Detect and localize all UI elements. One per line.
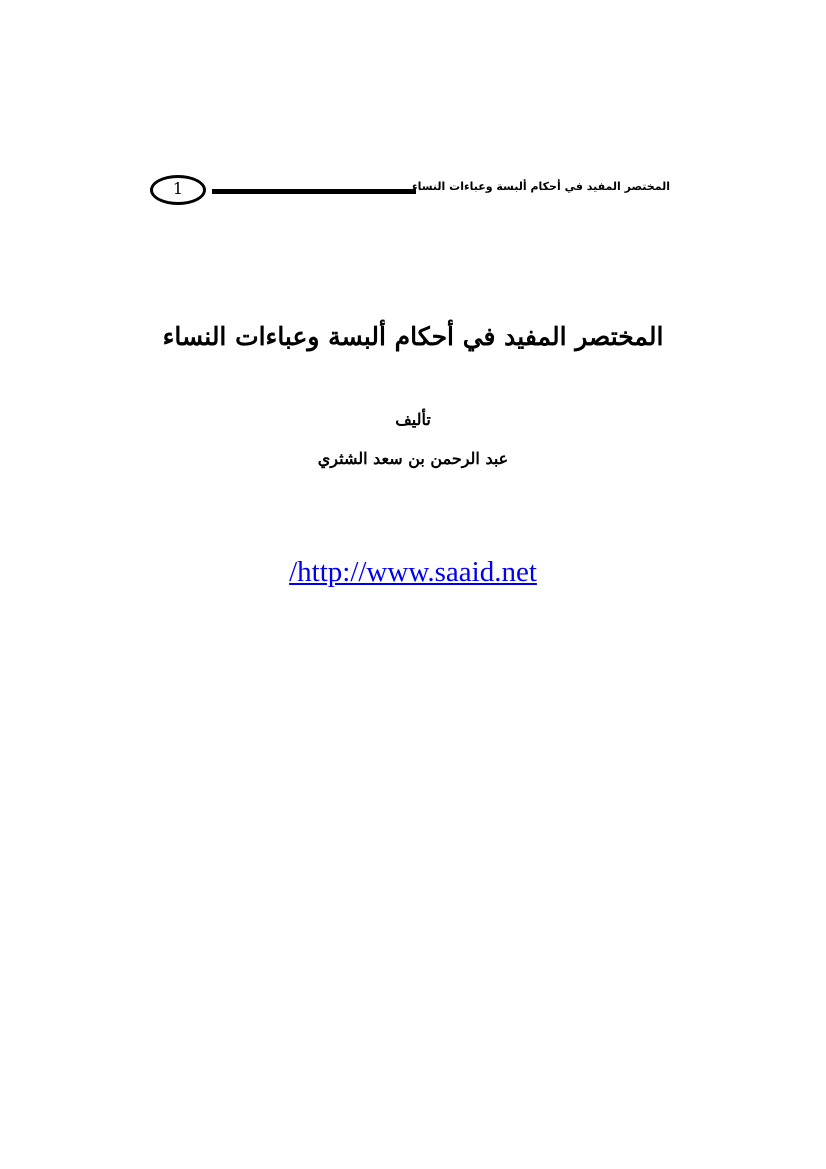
- header-rule: [212, 189, 416, 194]
- document-title: المختصر المفيد في أحكام ألبسة وعباءات النساء: [162, 322, 664, 351]
- byline-label: تأليف: [395, 410, 431, 429]
- running-header: [150, 174, 670, 208]
- author-name: عبد الرحمن بن سعد الشثري: [317, 449, 509, 468]
- website-link[interactable]: /http://www.saaid.net: [289, 556, 537, 588]
- page-number: 1: [172, 179, 184, 198]
- running-title: المختصر المفيد في أحكام ألبسة وعباءات النساء: [411, 180, 670, 193]
